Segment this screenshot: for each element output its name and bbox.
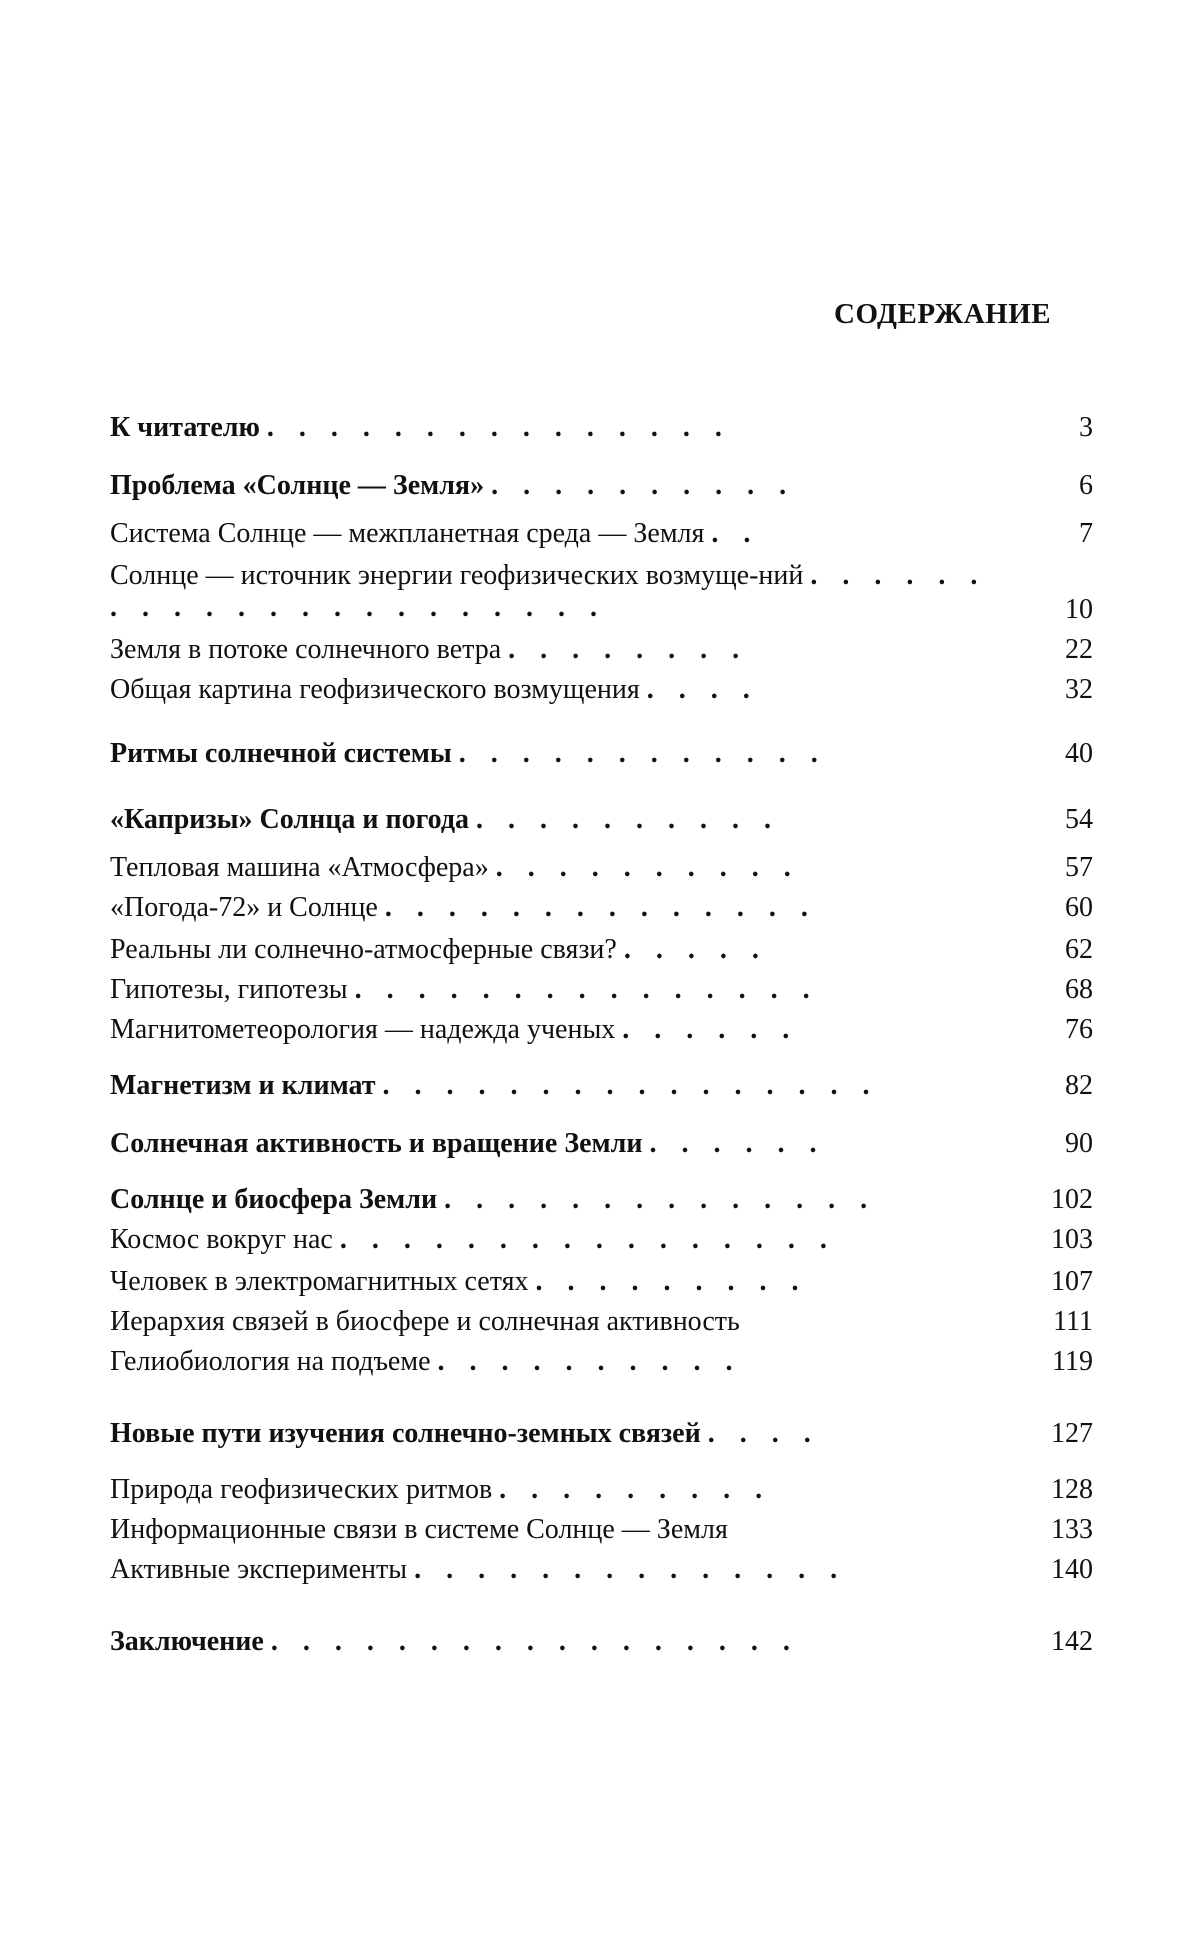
toc-entry-page: 127	[1051, 1418, 1093, 1449]
toc-entry-label: «Капризы» Солнца и погода . . . . . . . . . .	[110, 804, 780, 835]
toc-entry-label: Иерархия связей в биосфере и солнечная активность	[110, 1306, 740, 1337]
toc-entry-page: 103	[1051, 1224, 1093, 1255]
toc-entry-label: Тепловая машина «Атмосфера» . . . . . . . . . .	[110, 852, 800, 883]
toc-entry-label: Общая картина геофизического возмущения . . . .	[110, 674, 759, 705]
toc-entry-page: 54	[1065, 804, 1093, 835]
toc-entry	[110, 804, 1093, 844]
toc-entry	[110, 934, 1093, 974]
toc-entry	[110, 1626, 1093, 1666]
toc-entry-page: 22	[1065, 634, 1093, 665]
toc-entry-label: Информационные связи в системе Солнце — Земля	[110, 1514, 728, 1545]
page-title: СОДЕРЖАНИЕ	[834, 298, 1052, 330]
toc-entry-label: «Погода-72» и Солнце . . . . . . . . . . . . . .	[110, 892, 817, 923]
toc-entry	[110, 852, 1093, 892]
toc-entry-label: Новые пути изучения солнечно-земных связей . . . .	[110, 1418, 820, 1449]
toc-entry	[110, 738, 1093, 778]
toc-entry-page: 128	[1051, 1474, 1093, 1505]
toc-entry-label: Гипотезы, гипотезы . . . . . . . . . . . . . . .	[110, 974, 819, 1005]
toc-entry-label: Гелиобиология на подъеме . . . . . . . . . .	[110, 1346, 742, 1377]
toc-entry	[110, 634, 1093, 674]
toc-entry	[110, 892, 1093, 932]
toc-entry-label: К читателю . . . . . . . . . . . . . . .	[110, 412, 731, 443]
toc-entry	[110, 974, 1093, 1014]
toc-entry-page: 40	[1065, 738, 1093, 769]
toc-entry-page: 62	[1065, 934, 1093, 965]
toc-entry-label: Система Солнце — межпланетная среда — Земля . .	[110, 518, 760, 549]
toc-entry-page: 111	[1053, 1306, 1093, 1337]
toc-entry-label: Проблема «Солнце — Земля» . . . . . . . . . .	[110, 470, 796, 501]
toc-entry	[110, 1418, 1093, 1458]
toc-entry-page: 3	[1079, 412, 1093, 443]
toc-entry-label: Солнечная активность и вращение Земли . . . . . .	[110, 1128, 826, 1159]
toc-entry-page: 32	[1065, 674, 1093, 705]
toc-entry	[110, 674, 1093, 714]
toc-entry-label: Магнитометеорология — надежда ученых . . . . . .	[110, 1014, 799, 1045]
toc-entry	[110, 560, 1093, 630]
toc-entry-page: 7	[1079, 518, 1093, 549]
toc-entry	[110, 1128, 1093, 1168]
toc-entry-page: 142	[1051, 1626, 1093, 1657]
toc-entry-label: Ритмы солнечной системы . . . . . . . . . . . .	[110, 738, 827, 769]
toc-entry-label: Земля в потоке солнечного ветра . . . . . . . .	[110, 634, 749, 665]
toc-entry-page: 133	[1051, 1514, 1093, 1545]
toc-entry-page: 107	[1051, 1266, 1093, 1297]
toc-entry-label: Природа геофизических ритмов . . . . . . . . .	[110, 1474, 772, 1505]
toc-entry	[110, 1474, 1093, 1514]
toc-entry	[110, 1554, 1093, 1594]
toc-entry	[110, 470, 1093, 510]
toc-entry-page: 10	[1065, 594, 1093, 625]
toc-entry	[110, 1266, 1093, 1306]
toc-entry-page: 102	[1051, 1184, 1093, 1215]
toc-entry	[110, 412, 1093, 452]
toc-entry-page: 60	[1065, 892, 1093, 923]
toc-entry-page: 140	[1051, 1554, 1093, 1585]
toc-entry-label: Активные эксперименты . . . . . . . . . . . . . .	[110, 1554, 847, 1585]
toc-entry-label: Солнце — источник энергии геофизических возмуще-ний . . . . . . . . . . . . . . . . . . . . . .	[110, 560, 987, 623]
toc-entry-page: 82	[1065, 1070, 1093, 1101]
toc-entry	[110, 1184, 1093, 1224]
toc-entry-page: 119	[1052, 1346, 1093, 1377]
toc-entry-label: Человек в электромагнитных сетях . . . . . . . . .	[110, 1266, 808, 1297]
toc-entry	[110, 1224, 1093, 1264]
toc-entry-page: 68	[1065, 974, 1093, 1005]
toc-entry	[110, 1070, 1093, 1110]
toc-entry-label: Магнетизм и климат . . . . . . . . . . . . . . . .	[110, 1070, 879, 1101]
toc-entry	[110, 1306, 1093, 1346]
toc-entry-page: 90	[1065, 1128, 1093, 1159]
toc-entry-page: 76	[1065, 1014, 1093, 1045]
toc-entry-label: Заключение . . . . . . . . . . . . . . . . .	[110, 1626, 799, 1657]
toc-entry-label: Солнце и биосфера Земли . . . . . . . . . . . . . .	[110, 1184, 877, 1215]
toc-entry-page: 6	[1079, 470, 1093, 501]
toc-entry	[110, 1514, 1093, 1554]
toc-entry-label: Реальны ли солнечно-атмосферные связи? . . . . .	[110, 934, 768, 965]
toc-entry	[110, 1014, 1093, 1054]
toc-entry	[110, 518, 1093, 558]
toc-entry-page: 57	[1065, 852, 1093, 883]
toc-entry	[110, 1346, 1093, 1386]
toc-entry-label: Космос вокруг нас . . . . . . . . . . . . . . . .	[110, 1224, 836, 1255]
